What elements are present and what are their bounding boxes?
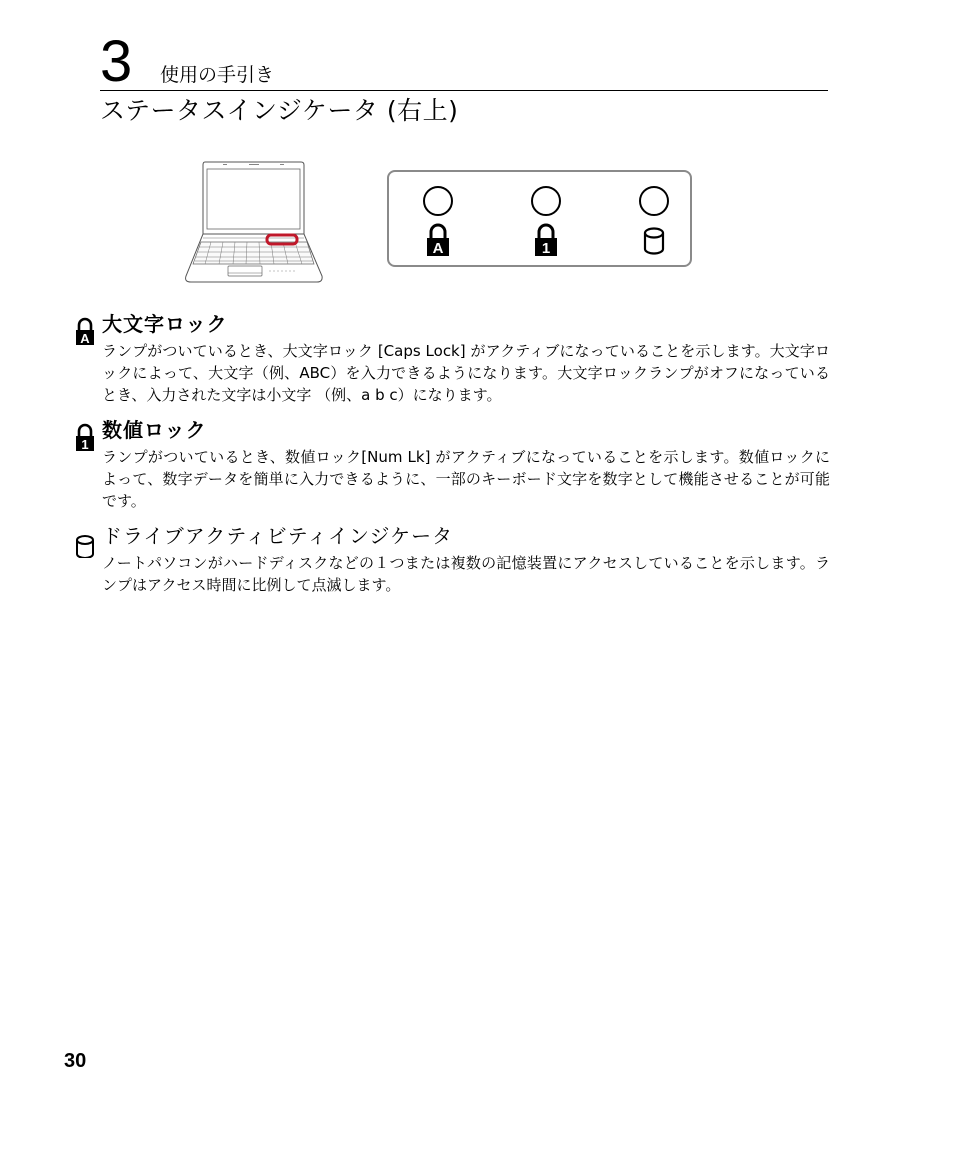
drive-activity-section [74, 522, 834, 596]
svg-text:A: A [80, 331, 90, 346]
page-number: 30 [64, 1050, 87, 1072]
svg-text:1: 1 [541, 240, 551, 256]
drive-activity-icon [74, 528, 96, 558]
drive-activity-title: ドライブアクティビティインジケータ [102, 524, 454, 548]
num-lock-icon [74, 422, 96, 452]
caps-lock-icon [427, 225, 449, 256]
caps-lock-indicator [420, 184, 456, 256]
chapter-number: 3 [100, 29, 133, 94]
num-lock-icon [535, 225, 557, 256]
num-lock-section [74, 416, 834, 512]
status-indicator-panel [387, 170, 692, 267]
section-title: ステータスインジケータ (右上) [100, 96, 459, 125]
drive-activity-icon [645, 229, 663, 254]
num-lock-title: 数値ロック [102, 418, 207, 442]
num-lock-indicator [528, 184, 564, 256]
caps-lock-description: ランプがついているとき、大文字ロック [Caps Lock] がアクティブになっていることを示します。大文字ロックによって、大文字（例、ABC）を入力できるようになります。大文字ロックランプがオフになっているとき、入力された文字は小文字 （例、a b c）になります。 [102, 342, 830, 404]
chapter-title: 使用の手引き [160, 64, 275, 86]
caps-lock-title: 大文字ロック [102, 312, 228, 336]
laptop-illustration [183, 158, 328, 286]
svg-text:1: 1 [81, 437, 89, 452]
caps-lock-section [74, 310, 834, 406]
drive-activity-description: ノートパソコンがハードディスクなどの１つまたは複数の記憶装置にアクセスしていることを示します。ランプはアクセス時間に比例して点滅します。 [102, 554, 830, 594]
drive-activity-indicator [636, 184, 672, 256]
caps-lock-icon [74, 316, 96, 346]
num-lock-description: ランプがついているとき、数値ロック[Num Lk] がアクティブになっていることを示します。数値ロックによって、数字データを簡単に入力できるように、一部のキーボード文字を数字として機能させることが可能です。 [102, 448, 830, 510]
header-divider [100, 90, 828, 91]
svg-text:A: A [432, 240, 444, 256]
